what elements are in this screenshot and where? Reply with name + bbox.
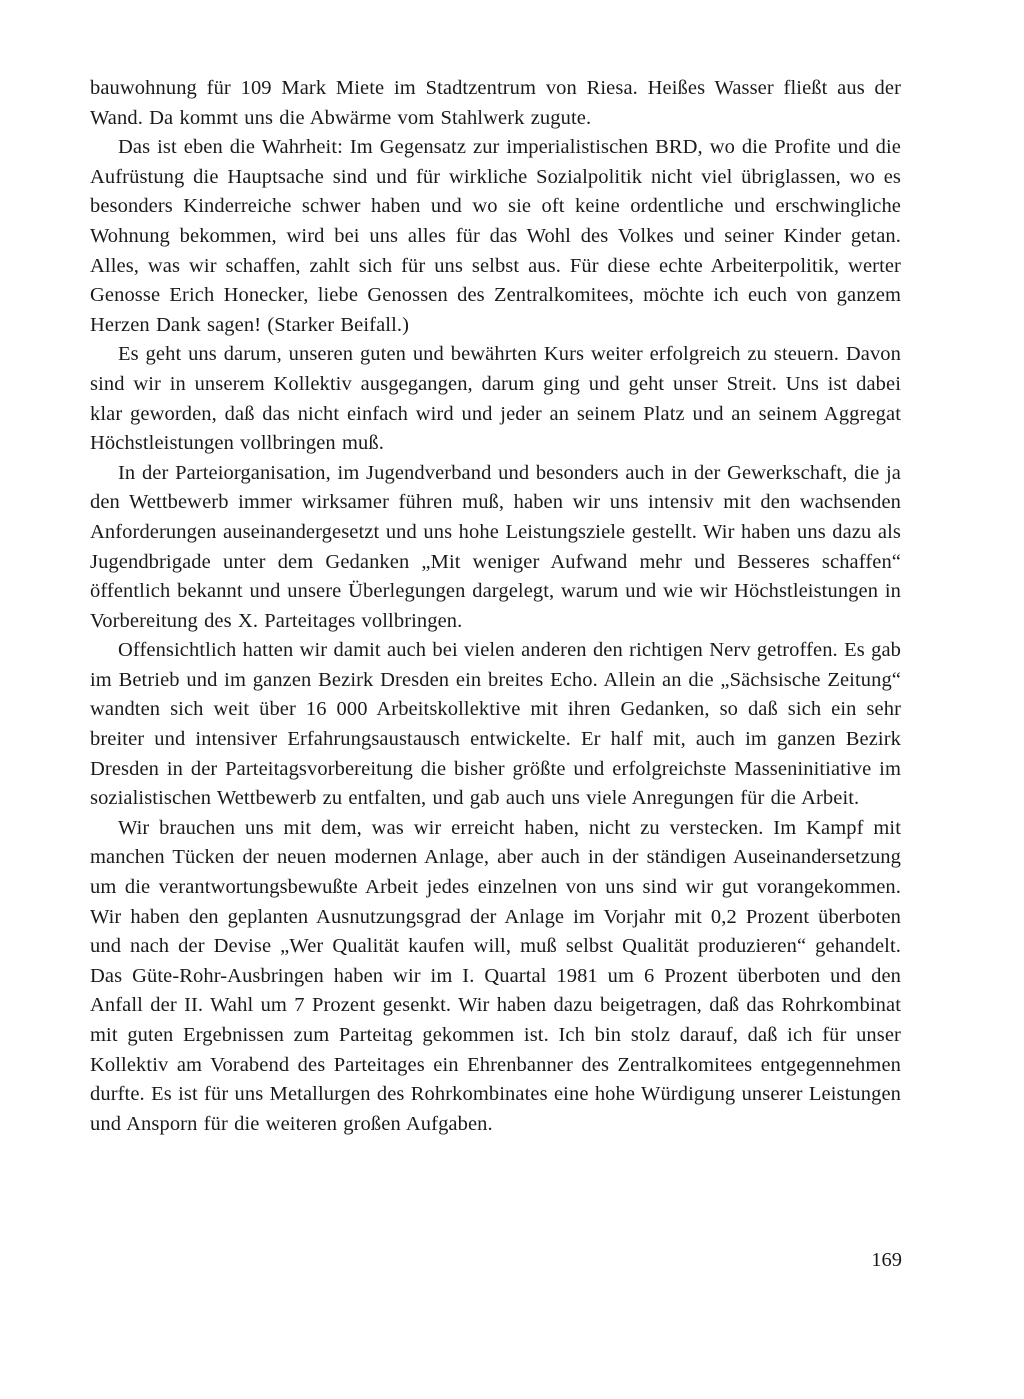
body-text: [90, 74, 901, 1139]
paragraph: Es geht uns darum, unseren guten und bewährten Kurs weiter erfolgreich zu steuern. Davon sind wir in unserem Kollektiv ausgegangen, darum ging und geht unser Streit. Uns ist dabei klar geworden, daß das nicht einfach wird und jeder an seinem Platz und an seinem Aggregat Höchstleistungen vollbringen muß.: [90, 343, 901, 455]
paragraph: In der Parteiorganisation, im Jugendverband und besonders auch in der Gewerkschaft, die ja den Wettbewerb immer wirksamer führen muß, haben wir uns intensiv mit den wachsenden Anforderungen auseinandergesetzt und uns hohe Leistungsziele gestellt. Wir haben uns dazu als Jugendbrigade unter dem Gedanken „Mit weniger Aufwand mehr und Besseres schaffen“ öffentlich bekannt und unsere Überlegungen dargelegt, warum und wie wir Höchstleistungen in Vorbereitung des X. Parteitages vollbringen.: [90, 461, 901, 632]
paragraph: Das ist eben die Wahrheit: Im Gegensatz zur imperialistischen BRD, wo die Profite und die Aufrüstung die Hauptsache sind und für wirkliche Sozialpolitik nicht viel übriglassen, wo es besonders Kinderreiche schwer haben und wo sie oft keine ordentliche und erschwingliche Wohnung bekommen, wird bei uns alles für das Wohl des Volkes und seiner Kinder getan. Alles, was wir schaffen, zahlt sich für uns selbst aus. Für diese echte Arbeiterpolitik, werter Genosse Erich Honecker, liebe Genossen des Zentralkomitees, möchte ich euch von ganzem Herzen Dank sagen! (Starker Beifall.): [90, 136, 901, 336]
paragraph: Offensichtlich hatten wir damit auch bei vielen anderen den richtigen Nerv getroffen. Es gab im Betrieb und im ganzen Bezirk Dresden ein breites Echo. Allein an die „Sächsische Zeitung“ wandten sich weit über 16 000 Arbeitskollektive mit ihren Gedanken, so daß sich ein sehr breiter und intensiver Erfahrungsaustausch entwickelte. Er half mit, auch im ganzen Bezirk Dresden in der Parteitagsvorbereitung die bisher größte und erfolgreichste Masseninitiative im sozialistischen Wettbewerb zu entfalten, und gab auch uns viele Anregungen für die Arbeit.: [90, 639, 901, 810]
paragraph: Wir brauchen uns mit dem, was wir erreicht haben, nicht zu verstecken. Im Kampf mit manchen Tücken der neuen modernen Anlage, aber auch in der ständigen Auseinandersetzung um die verantwortungsbewußte Arbeit jedes einzelnen von uns sind wir gut vorangekommen. Wir haben den geplanten Ausnutzungsgrad der Anlage im Vorjahr mit 0,2 Prozent überboten und nach der Devise „Wer Qualität kaufen will, muß selbst Qualität produzieren“ gehandelt. Das Güte-Rohr-Ausbringen haben wir im I. Quartal 1981 um 6 Prozent überboten und den Anfall der II. Wahl um 7 Prozent gesenkt. Wir haben dazu beigetragen, daß das Rohrkombinat mit guten Ergebnissen zum Parteitag gekommen ist. Ich bin stolz darauf, daß ich für unser Kollektiv am Vorabend des Parteitages ein Ehrenbanner des Zentralkomitees entgegennehmen durfte. Es ist für uns Metallurgen des Rohrkombinates eine hohe Würdigung unserer Leistungen und Ansporn für die weiteren großen Aufgaben.: [90, 816, 901, 1135]
page-number: 169: [871, 1249, 902, 1271]
paragraph-continuation: bauwohnung für 109 Mark Miete im Stadtzentrum von Riesa. Heißes Wasser fließt aus der Wand. Da kommt uns die Abwärme vom Stahlwerk zugute.: [90, 77, 901, 129]
